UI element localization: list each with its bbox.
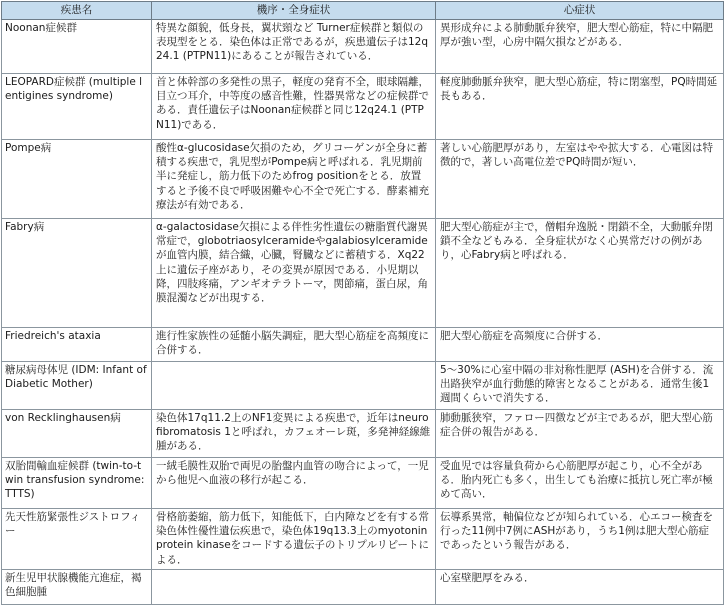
disease-name: 先天性筋緊張性ジストロフィー [2,509,152,570]
disease-name: von Recklinghausen病 [2,410,152,458]
header-cardiac: 心症状 [436,2,724,20]
mechanism-cell: 酸性α-glucosidase欠損のため，グリコーゲンが全身に蓄積する疾患で，乳児型がPompe病と呼ばれる．乳児期前半に発症し，筋力低下のためfrog positionをとる．放置すると予後不良で呼吸困難や心不全で死亡する．酵素補充療法が有効である． [152,140,436,219]
mechanism-cell: 骨格筋萎縮，筋力低下，知能低下，白内障などを有する常染色体性優性遺伝疾患で，染色体19q13.3上のmyotonin protein kinaseをコードする遺伝子のトリプルリピートによる． [152,509,436,570]
disease-name: Noonan症候群 [2,20,152,74]
table-row [2,328,724,362]
disease-table [1,1,724,605]
disease-name: Friedreich's ataxia [2,328,152,362]
table-row [2,20,724,74]
mechanism-cell: 首と体幹部の多発性の黒子，軽度の発育不全，眼球隔離，目立つ耳介，中等度の感音性難，性器異常などの症候群である．責任遺伝子はNoonan症候群と同じ12q24.1 (PTPN11)である． [152,74,436,140]
disease-name: 糖尿病母体児 (IDM: Infant of Diabetic Mother) [2,362,152,410]
disease-name: 新生児甲状腺機能亢進症，褐色細胞腫 [2,570,152,605]
table-row [2,458,724,509]
table-row [2,140,724,219]
disease-name: Pompe病 [2,140,152,219]
disease-name: 双胎間輸血症候群 (twin-to-twin transfusion syndrome: TTTS) [2,458,152,509]
cardiac-cell: 心室壁肥厚をみる． [436,570,724,605]
mechanism-cell: 進行性家族性の延髄小脳失調症，肥大型心筋症を高頻度に合併する． [152,328,436,362]
header-row [2,2,724,20]
cardiac-cell: 著しい心筋肥厚があり，左室はやや拡大する．心電図は特徴的で，著しい高電位差でPQ時間が短い． [436,140,724,219]
cardiac-cell: 受血児では容量負荷から心筋肥厚が起こり，心不全がある．胎内死亡も多く，出生しても治療に抵抗し死亡率が極めて高い． [436,458,724,509]
cardiac-cell: 伝導系異常，軸偏位などが知られている．心エコー検査を行った11例中7例にASHがあり，うち1例は肥大型心筋症であったという報告がある． [436,509,724,570]
mechanism-cell: 特異な顔貌，低身長，翼状頸など Turner症候群と類似の表現型をとる．染色体は正常であるが，疾患遺伝子は12q24.1 (PTPN11)にあることが報告されている． [152,20,436,74]
table-row [2,362,724,410]
table-row [2,74,724,140]
cardiac-cell: 5～30%に心室中隔の非対称性肥厚 (ASH)を合併する．流出路狭窄が血行動態的障害となることがある．通常生後1週間くらいで消失する． [436,362,724,410]
cardiac-cell: 肥大型心筋症を高頻度に合併する． [436,328,724,362]
mechanism-cell: 染色体17q11.2上のNF1変異による疾患で，近年はneurofibromatosis 1と呼ばれ，カフェオーレ斑，多発神経線維腫がある． [152,410,436,458]
table-row [2,410,724,458]
mechanism-cell: α-galactosidase欠損による伴性劣性遺伝の糖脂質代謝異常症で，globotriaosylceramideやgalabiosylceramideが血管内膜，結合織，心臓，腎臓などに蓄積する．Xq22上に遺伝子座があり，その変異が原因である．小児期以降，四肢疼痛，アンギオテラトーマ，関節痛，蛋白尿，角膜混濁などが出現する． [152,219,436,328]
cardiac-cell: 肥大型心筋症が主で，僧帽弁逸脱・閉鎖不全，大動脈弁閉鎖不全などもみる．全身症状がなく心異常だけの例があり，心Fabry病と呼ばれる． [436,219,724,328]
table-row [2,509,724,570]
cardiac-cell: 軽度肺動脈弁狭窄，肥大型心筋症，特に閉塞型，PQ時間延長もある． [436,74,724,140]
cardiac-cell: 肺動脈狭窄，ファロー四徴などが主であるが，肥大型心筋症合併の報告がある． [436,410,724,458]
table-row [2,570,724,605]
table-row [2,219,724,328]
header-disease: 疾患名 [2,2,152,20]
disease-name: Fabry病 [2,219,152,328]
mechanism-cell: 一絨毛膜性双胎で両児の胎盤内血管の吻合によって，一児から他児へ血液の移行が起こる． [152,458,436,509]
header-mechanism: 機序・全身症状 [152,2,436,20]
disease-name: LEOPARD症候群 (multiple lentigines syndrome) [2,74,152,140]
mechanism-cell [152,570,436,605]
cardiac-cell: 異形成弁による肺動脈弁狭窄，肥大型心筋症，特に中隔肥厚が強い型，心房中隔欠損などがある． [436,20,724,74]
mechanism-cell [152,362,436,410]
